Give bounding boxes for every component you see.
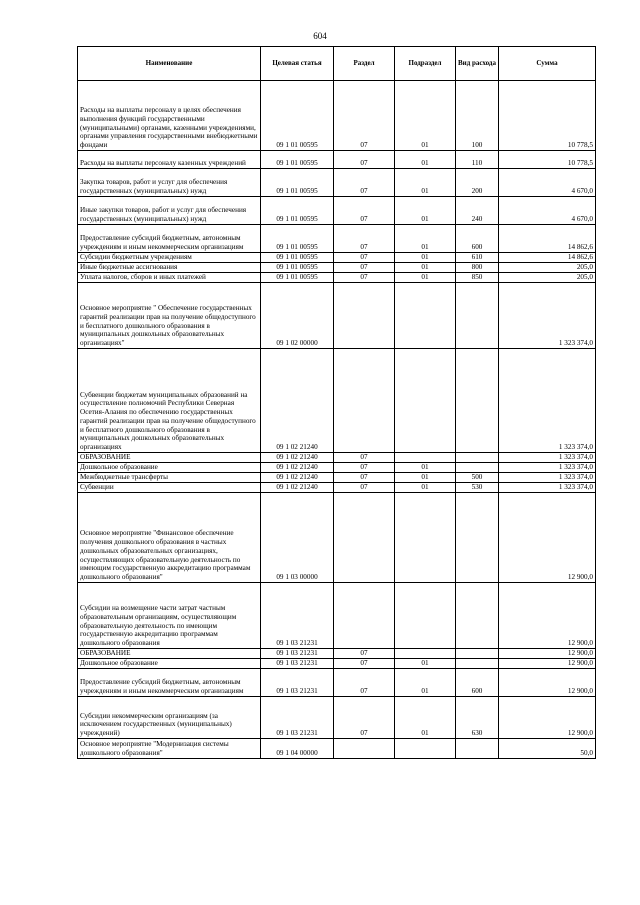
cell-sum: 12 900,0 [499, 697, 596, 739]
cell-sum: 4 670,0 [499, 197, 596, 225]
cell-target: 09 1 03 21231 [261, 697, 334, 739]
cell-target: 09 1 02 21240 [261, 453, 334, 463]
header-subsection: Подраздел [395, 47, 456, 81]
cell-subsection [395, 349, 456, 453]
cell-subsection: 01 [395, 253, 456, 263]
cell-name: Основное мероприятие "Финансовое обеспечение получения дошкольного образования в частных дошкольных образовательных организациях, осуществляющих образовательную деятельность по имеющим государственную аккредитацию программам дошкольного образования" [78, 493, 261, 583]
cell-section: 07 [334, 253, 395, 263]
cell-sum: 50,0 [499, 739, 596, 759]
table-row [78, 273, 596, 283]
cell-expense: 600 [456, 669, 499, 697]
cell-section: 07 [334, 263, 395, 273]
cell-sum: 1 323 374,0 [499, 453, 596, 463]
cell-section [334, 583, 395, 649]
cell-target: 09 1 02 21240 [261, 483, 334, 493]
header-sum: Сумма [499, 47, 596, 81]
cell-section: 07 [334, 649, 395, 659]
table-row [78, 81, 596, 151]
table-row [78, 483, 596, 493]
cell-subsection: 01 [395, 225, 456, 253]
cell-name: Субсидии бюджетным учреждениям [78, 253, 261, 263]
cell-expense: 500 [456, 473, 499, 483]
cell-name: Основное мероприятие "Модернизация системы дошкольного образования" [78, 739, 261, 759]
table-row [78, 197, 596, 225]
cell-expense: 100 [456, 81, 499, 151]
cell-section: 07 [334, 697, 395, 739]
cell-name: Закупка товаров, работ и услуг для обеспечения государственных (муниципальных) нужд [78, 169, 261, 197]
cell-name: Основное мероприятие " Обеспечение государственных гарантий реализации прав на получение общедоступного и бесплатного дошкольного образования в муниципальных дошкольных образовательных организациях" [78, 283, 261, 349]
cell-expense [456, 453, 499, 463]
table-row [78, 739, 596, 759]
table-row [78, 225, 596, 253]
cell-target: 09 1 01 00595 [261, 273, 334, 283]
cell-subsection: 01 [395, 151, 456, 169]
cell-target: 09 1 03 21231 [261, 659, 334, 669]
cell-section: 07 [334, 483, 395, 493]
table-row [78, 283, 596, 349]
cell-sum: 12 900,0 [499, 659, 596, 669]
cell-section: 07 [334, 473, 395, 483]
cell-sum: 1 323 374,0 [499, 483, 596, 493]
table-row [78, 453, 596, 463]
cell-sum: 1 323 374,0 [499, 349, 596, 453]
cell-section [334, 349, 395, 453]
cell-subsection: 01 [395, 273, 456, 283]
cell-name: Дошкольное образование [78, 463, 261, 473]
table-body [78, 81, 596, 759]
cell-section [334, 739, 395, 759]
cell-expense: 630 [456, 697, 499, 739]
cell-target: 09 1 02 21240 [261, 463, 334, 473]
cell-name: Предоставление субсидий бюджетным, автономным учреждениям и иным некоммерческим организациям [78, 669, 261, 697]
header-expense: Вид расхода [456, 47, 499, 81]
table-header-row [78, 47, 596, 81]
cell-target: 09 1 01 00595 [261, 263, 334, 273]
cell-sum: 1 323 374,0 [499, 283, 596, 349]
cell-sum: 10 778,5 [499, 81, 596, 151]
cell-sum: 1 323 374,0 [499, 473, 596, 483]
cell-sum: 205,0 [499, 263, 596, 273]
cell-name: Межбюджетные трансферты [78, 473, 261, 483]
cell-expense: 610 [456, 253, 499, 263]
table-row [78, 151, 596, 169]
cell-sum: 10 778,5 [499, 151, 596, 169]
cell-target: 09 1 01 00595 [261, 253, 334, 263]
cell-section: 07 [334, 659, 395, 669]
cell-expense [456, 493, 499, 583]
table-row [78, 659, 596, 669]
cell-name: Дошкольное образование [78, 659, 261, 669]
cell-subsection: 01 [395, 473, 456, 483]
cell-target: 09 1 02 00000 [261, 283, 334, 349]
table-row [78, 649, 596, 659]
cell-name: ОБРАЗОВАНИЕ [78, 453, 261, 463]
cell-expense [456, 649, 499, 659]
cell-subsection: 01 [395, 197, 456, 225]
cell-sum: 1 323 374,0 [499, 463, 596, 473]
table-row [78, 263, 596, 273]
cell-sum: 12 900,0 [499, 493, 596, 583]
cell-name: ОБРАЗОВАНИЕ [78, 649, 261, 659]
cell-name: Уплата налогов, сборов и иных платежей [78, 273, 261, 283]
cell-expense [456, 739, 499, 759]
cell-expense: 110 [456, 151, 499, 169]
table-row [78, 349, 596, 453]
table-row [78, 463, 596, 473]
table-row [78, 669, 596, 697]
cell-target: 09 1 02 21240 [261, 349, 334, 453]
cell-subsection: 01 [395, 169, 456, 197]
cell-subsection [395, 649, 456, 659]
cell-subsection [395, 453, 456, 463]
cell-section: 07 [334, 151, 395, 169]
cell-target: 09 1 03 21231 [261, 649, 334, 659]
cell-expense [456, 283, 499, 349]
cell-sum: 12 900,0 [499, 669, 596, 697]
cell-target: 09 1 01 00595 [261, 197, 334, 225]
cell-target: 09 1 04 00000 [261, 739, 334, 759]
cell-section: 07 [334, 81, 395, 151]
cell-target: 09 1 01 00595 [261, 151, 334, 169]
cell-section: 07 [334, 273, 395, 283]
table-row [78, 493, 596, 583]
cell-subsection [395, 493, 456, 583]
cell-target: 09 1 01 00595 [261, 81, 334, 151]
cell-name: Субсидии некоммерческим организациям (за исключением государственных (муниципальных) учреждений) [78, 697, 261, 739]
cell-subsection: 01 [395, 263, 456, 273]
cell-sum: 205,0 [499, 273, 596, 283]
cell-subsection [395, 283, 456, 349]
cell-section: 07 [334, 453, 395, 463]
cell-name: Расходы на выплаты персоналу в целях обеспечения выполнения функций государственными (муниципальными) органами, казенными учреждениями, органами управления государственными внебюджетными фондами [78, 81, 261, 151]
cell-sum: 4 670,0 [499, 169, 596, 197]
cell-expense [456, 583, 499, 649]
cell-section: 07 [334, 463, 395, 473]
cell-subsection [395, 739, 456, 759]
cell-target: 09 1 01 00595 [261, 225, 334, 253]
cell-target: 09 1 03 00000 [261, 493, 334, 583]
cell-subsection: 01 [395, 463, 456, 473]
cell-expense [456, 349, 499, 453]
table-row [78, 253, 596, 263]
cell-name: Субвенции бюджетам муниципальных образований на осуществление полномочий Республики Северная Осетия-Алания по обеспечению государственных гарантий реализации прав на получение общедоступного и бесплатного дошкольного образования в муниципальных дошкольных образовательных организациях [78, 349, 261, 453]
header-section: Раздел [334, 47, 395, 81]
cell-expense [456, 463, 499, 473]
cell-expense: 850 [456, 273, 499, 283]
table-row [78, 583, 596, 649]
cell-expense: 240 [456, 197, 499, 225]
header-target: Целевая статья [261, 47, 334, 81]
cell-subsection: 01 [395, 483, 456, 493]
cell-subsection: 01 [395, 659, 456, 669]
cell-sum: 14 862,6 [499, 253, 596, 263]
cell-subsection: 01 [395, 669, 456, 697]
cell-target: 09 1 03 21231 [261, 669, 334, 697]
page-number: 604 [313, 31, 327, 41]
cell-sum: 12 900,0 [499, 583, 596, 649]
cell-subsection [395, 583, 456, 649]
cell-expense [456, 659, 499, 669]
cell-name: Предоставление субсидий бюджетным, автономным учреждениям и иным некоммерческим организациям [78, 225, 261, 253]
cell-name: Субсидии на возмещение части затрат частным образовательным организациям, осуществляющим образовательную деятельность по имеющим государственную аккредитацию программам дошкольного образования [78, 583, 261, 649]
cell-section: 07 [334, 169, 395, 197]
header-name: Наименование [78, 47, 261, 81]
cell-name: Иные закупки товаров, работ и услуг для обеспечения государственных (муниципальных) нужд [78, 197, 261, 225]
cell-name: Иные бюджетные ассигнования [78, 263, 261, 273]
cell-section: 07 [334, 197, 395, 225]
table-row [78, 473, 596, 483]
cell-expense: 600 [456, 225, 499, 253]
cell-subsection: 01 [395, 697, 456, 739]
cell-target: 09 1 03 21231 [261, 583, 334, 649]
cell-subsection: 01 [395, 81, 456, 151]
cell-section: 07 [334, 225, 395, 253]
table-row [78, 697, 596, 739]
cell-expense: 530 [456, 483, 499, 493]
cell-name: Расходы на выплаты персоналу казенных учреждений [78, 151, 261, 169]
cell-section: 07 [334, 669, 395, 697]
cell-target: 09 1 02 21240 [261, 473, 334, 483]
cell-sum: 12 900,0 [499, 649, 596, 659]
cell-sum: 14 862,6 [499, 225, 596, 253]
table-row [78, 169, 596, 197]
cell-section [334, 493, 395, 583]
cell-section [334, 283, 395, 349]
cell-expense: 800 [456, 263, 499, 273]
budget-table [77, 46, 596, 759]
cell-target: 09 1 01 00595 [261, 169, 334, 197]
cell-expense: 200 [456, 169, 499, 197]
cell-name: Субвенции [78, 483, 261, 493]
